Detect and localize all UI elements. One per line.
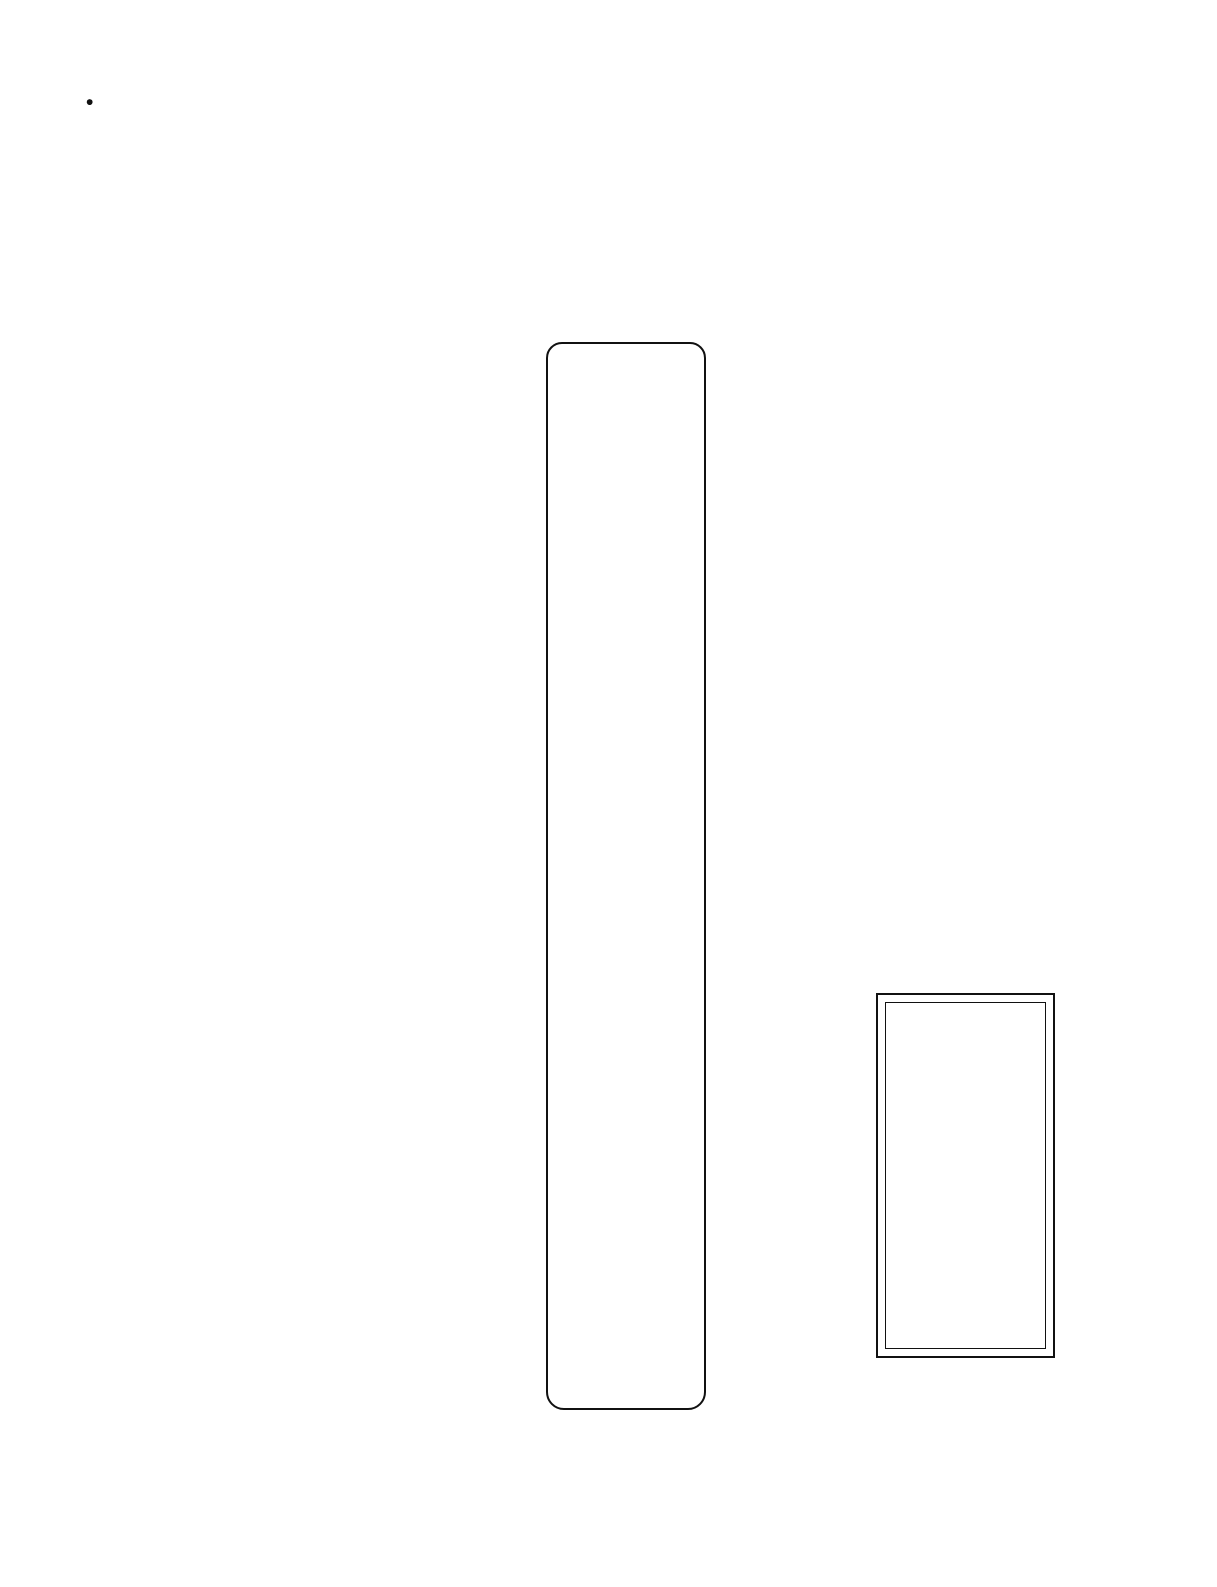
feature-module-faceplate xyxy=(885,1002,1046,1349)
feature-module-illustration xyxy=(876,993,1055,1358)
programming-overlay-card xyxy=(546,342,706,1410)
page-header xyxy=(86,88,106,90)
feature-module-buttons xyxy=(886,1003,1047,1350)
